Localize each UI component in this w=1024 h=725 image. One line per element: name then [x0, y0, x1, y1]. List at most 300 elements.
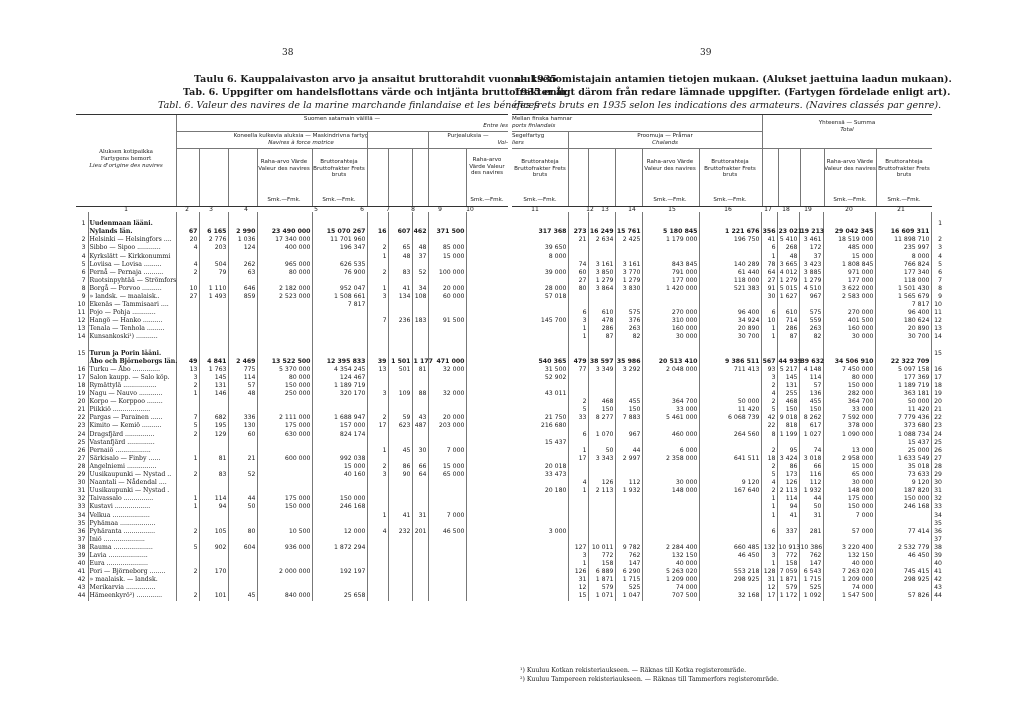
- table-cell: 16 249: [589, 228, 614, 236]
- table-cell: 130: [228, 422, 257, 430]
- table-cell: 286: [588, 325, 615, 333]
- row-label: Pernaiö ..................: [88, 447, 176, 455]
- table-row: [76, 317, 508, 325]
- table-cell: 298 925: [875, 576, 931, 584]
- header-smk: Smk.—Fmk.: [267, 197, 301, 203]
- table-cell: [388, 584, 412, 592]
- table-row: [76, 333, 508, 341]
- table-cell: [699, 293, 761, 301]
- table-cell: [176, 212, 199, 220]
- table-cell: 46 500: [428, 528, 466, 536]
- table-cell: [388, 277, 412, 285]
- row-number: 43: [77, 584, 86, 592]
- header-raha-r: Raha-arvo Värde Valeur des navires: [644, 159, 696, 172]
- table-cell: [367, 398, 388, 406]
- row-label: Turku — Åbo ..............: [88, 366, 176, 374]
- table-cell: [388, 487, 412, 495]
- row-label: Merikarvia ...............: [88, 584, 176, 592]
- table-cell: 4: [176, 244, 199, 252]
- table-cell: [176, 463, 199, 471]
- table-cell: 1: [761, 333, 777, 341]
- table-cell: [228, 220, 257, 228]
- table-cell: [568, 439, 588, 447]
- table-cell: 1 279: [777, 277, 799, 285]
- table-cell: [615, 301, 642, 309]
- row-number: 2: [81, 236, 86, 244]
- row-label: Pojo — Pohja ............: [88, 309, 176, 317]
- table-cell: 487: [412, 422, 428, 430]
- table-row: [512, 422, 944, 430]
- table-cell: 30: [412, 447, 428, 455]
- table-cell: [412, 576, 428, 584]
- table-cell: 3 161: [588, 261, 615, 269]
- table-cell: [699, 301, 761, 309]
- table-cell: 63: [228, 269, 257, 277]
- row-number: 26: [77, 446, 86, 454]
- table-cell: [799, 212, 823, 220]
- table-cell: 30 000: [642, 333, 699, 341]
- table-cell: [588, 511, 615, 519]
- table-cell: 762: [799, 552, 823, 560]
- table-cell: [568, 374, 588, 382]
- table-cell: 336: [228, 414, 257, 422]
- table-cell: [367, 487, 388, 495]
- row-label: Angelniemi ...............: [88, 463, 176, 471]
- row-label: Pargas — Parainen ......: [88, 414, 176, 422]
- table-row: [76, 277, 508, 285]
- table-cell: [428, 236, 466, 244]
- table-cell: [228, 309, 257, 317]
- table-cell: [367, 439, 388, 447]
- table-cell: [699, 382, 761, 390]
- table-cell-spacer: [466, 261, 508, 269]
- table-cell: 460 000: [642, 431, 699, 439]
- table-cell: [799, 220, 823, 228]
- table-cell: 12 395 833: [312, 358, 367, 366]
- table-cell: 1: [761, 511, 777, 519]
- row-number: 9: [81, 292, 86, 300]
- table-cell: 232: [388, 528, 412, 536]
- table-cell-spacer: [466, 447, 508, 455]
- table-cell: [588, 342, 615, 350]
- row-number: 33: [931, 503, 944, 511]
- table-cell-spacer: [466, 374, 508, 382]
- row-label: Kimito — Kemiö ..........: [88, 422, 176, 430]
- table-cell: 3 864: [588, 285, 615, 293]
- table-cell: 173: [777, 471, 799, 479]
- header-segel-fr: liers: [512, 140, 524, 146]
- table-cell: 187 820: [875, 487, 931, 495]
- table-cell: 1 420 000: [642, 285, 699, 293]
- table-cell: 145 700: [540, 317, 567, 325]
- table-cell: [568, 390, 588, 398]
- table-cell: [568, 520, 588, 528]
- table-cell: 6: [568, 309, 588, 317]
- row-label: Velkua ...................: [88, 511, 176, 519]
- header-proomu-fr: Chalands: [652, 140, 678, 146]
- table-cell: 160 000: [642, 325, 699, 333]
- table-cell: [412, 398, 428, 406]
- table-row: [512, 511, 944, 519]
- table-cell: [257, 487, 312, 495]
- table-cell: 132 150: [823, 552, 875, 560]
- row-number: 14: [77, 333, 86, 341]
- table-cell: [512, 309, 568, 317]
- table-cell: [257, 584, 312, 592]
- table-row: [76, 406, 508, 414]
- table-cell: [428, 309, 466, 317]
- table-cell: [588, 350, 615, 358]
- table-cell: 10 913: [778, 543, 801, 551]
- table-cell: [823, 301, 875, 309]
- table-cell: 108: [412, 293, 428, 301]
- table-cell: 196 750: [699, 236, 761, 244]
- row-number: 36: [931, 528, 944, 536]
- row-number: 18: [77, 382, 86, 390]
- table-cell: 2: [367, 414, 388, 422]
- table-cell: [176, 487, 199, 495]
- row-number: 1: [931, 220, 944, 228]
- table-row: [76, 520, 508, 528]
- column-number: 2: [185, 206, 189, 213]
- table-row: [512, 236, 944, 244]
- table-row: [512, 414, 944, 422]
- table-cell: 630 000: [257, 431, 312, 439]
- table-cell-spacer: [466, 487, 508, 495]
- table-cell: 12: [568, 584, 588, 592]
- table-cell: [568, 244, 588, 252]
- table-cell: 148 000: [823, 487, 875, 495]
- table-row: [512, 261, 944, 269]
- table-cell: 7 000: [428, 447, 466, 455]
- table-row: [512, 333, 944, 341]
- table-cell: [199, 463, 228, 471]
- table-cell: 8 277: [588, 414, 615, 422]
- table-cell: 485 000: [823, 244, 875, 252]
- row-number: 44: [931, 592, 944, 600]
- table-cell: [615, 293, 642, 301]
- row-number: 13: [931, 325, 944, 333]
- right-table-header: [512, 114, 932, 207]
- table-cell: 160 000: [823, 325, 875, 333]
- table-cell: 455: [799, 398, 823, 406]
- table-cell-spacer: [466, 463, 508, 471]
- table-cell: [875, 560, 931, 568]
- table-cell: 1 932: [799, 487, 823, 495]
- table-cell: 50: [799, 503, 823, 511]
- table-cell: [761, 536, 777, 544]
- table-cell: [699, 252, 761, 260]
- table-cell: 6 290: [615, 568, 642, 576]
- table-cell: 74 000: [823, 584, 875, 592]
- table-cell: 15 000: [823, 463, 875, 471]
- table-cell: 7 817: [875, 301, 931, 309]
- table-cell: [699, 536, 761, 544]
- table-cell: 192 197: [312, 568, 367, 576]
- table-cell: [568, 252, 588, 260]
- table-cell: 8 000: [548, 252, 567, 260]
- table-row: [512, 576, 944, 584]
- table-cell: [367, 374, 388, 382]
- table-cell: 90: [388, 471, 412, 479]
- table-row: [512, 374, 944, 382]
- table-cell-spacer: [466, 544, 508, 552]
- table-cell: [199, 511, 228, 519]
- table-row: [512, 358, 944, 366]
- table-row: [76, 422, 508, 430]
- table-cell: 5 180 845: [642, 228, 699, 236]
- table-row: [512, 431, 944, 439]
- table-cell: [642, 350, 699, 358]
- header-koneella: Koneella kulkevia aluksia — Maskindrivna fartyg: [233, 133, 369, 139]
- table-cell: [312, 212, 367, 220]
- table-row: [512, 568, 944, 576]
- table-cell: 17: [367, 422, 388, 430]
- table-cell: 158: [777, 560, 799, 568]
- table-cell: 93: [761, 366, 777, 374]
- table-cell: 146: [199, 390, 228, 398]
- row-number: 23: [77, 422, 86, 430]
- table-cell: [312, 447, 367, 455]
- table-cell: 37: [799, 252, 823, 260]
- table-cell: 34: [412, 285, 428, 293]
- table-cell: [428, 382, 466, 390]
- table-cell: [428, 568, 466, 576]
- table-cell: 46 450: [875, 552, 931, 560]
- table-cell: 9 386 511: [699, 358, 761, 366]
- column-number: 4: [244, 206, 248, 213]
- table-cell: [799, 350, 823, 358]
- table-cell: [428, 374, 466, 382]
- table-cell: 20 000: [428, 414, 466, 422]
- table-cell: 59: [388, 414, 412, 422]
- table-cell-spacer: [466, 293, 508, 301]
- row-number: 7: [931, 277, 944, 285]
- table-cell: [199, 584, 228, 592]
- table-cell: [512, 325, 568, 333]
- table-cell: 2: [176, 568, 199, 576]
- table-cell: [367, 277, 388, 285]
- table-cell: [615, 382, 642, 390]
- table-cell: 6 000: [642, 447, 699, 455]
- header-purje-fr: Voi-: [497, 140, 508, 146]
- table-cell: 82: [799, 333, 823, 341]
- table-cell: 20 890: [699, 325, 761, 333]
- table-cell: [512, 536, 568, 544]
- table-cell: 791 000: [642, 269, 699, 277]
- table-cell: [642, 503, 699, 511]
- table-cell: 60: [228, 431, 257, 439]
- table-row: [76, 366, 508, 374]
- table-cell: 3: [568, 317, 588, 325]
- column-number: 15: [668, 206, 676, 213]
- table-cell: 1: [568, 447, 588, 455]
- table-row: [76, 309, 508, 317]
- column-number: 17: [764, 206, 772, 213]
- table-cell: 5: [761, 471, 777, 479]
- table-row: [512, 471, 944, 479]
- table-cell: [428, 592, 466, 600]
- table-cell: 1 071: [588, 592, 615, 600]
- row-label: Helsinki — Helsingfors ....: [88, 236, 176, 244]
- table-cell: [799, 301, 823, 309]
- table-cell-spacer: [466, 520, 508, 528]
- row-number: 40: [77, 560, 86, 568]
- table-cell: [699, 374, 761, 382]
- table-cell: 607: [388, 228, 412, 236]
- table-cell: [388, 333, 412, 341]
- table-cell: 66: [412, 463, 428, 471]
- table-cell: 235 997: [875, 244, 931, 252]
- table-cell: [642, 293, 699, 301]
- table-cell: 2 469: [228, 358, 257, 366]
- table-cell: 1 279: [588, 277, 615, 285]
- table-cell: [588, 536, 615, 544]
- table-cell: [367, 431, 388, 439]
- row-number: 19: [77, 390, 86, 398]
- table-cell: 504: [199, 261, 228, 269]
- table-cell: [699, 342, 761, 350]
- table-cell: 42: [761, 414, 777, 422]
- table-cell: [412, 520, 428, 528]
- table-cell: 105: [199, 528, 228, 536]
- table-cell: 762: [615, 552, 642, 560]
- table-cell: 150 000: [257, 503, 312, 511]
- header-bruttor-r1: Bruttorahteja Bruttofrakter Frets bruts: [514, 159, 566, 178]
- row-label: Rymättylä .................: [88, 382, 176, 390]
- table-cell: [367, 382, 388, 390]
- table-cell: [699, 447, 761, 455]
- table-cell: [615, 220, 642, 228]
- row-number: [76, 228, 88, 236]
- table-cell: [199, 560, 228, 568]
- table-cell: [367, 406, 388, 414]
- header-purje: Purjealuksia —: [447, 133, 489, 139]
- table-cell: 77: [568, 366, 588, 374]
- header-yht-fr: Total: [840, 127, 854, 133]
- table-cell: [412, 479, 428, 487]
- table-cell: 6: [761, 309, 777, 317]
- row-number: 31: [931, 487, 944, 495]
- table-cell: 18 519 000: [823, 236, 875, 244]
- row-number: 28: [77, 462, 86, 470]
- table-row: [76, 350, 508, 358]
- table-cell: [428, 520, 466, 528]
- table-cell-spacer: [466, 382, 508, 390]
- table-cell: [199, 520, 228, 528]
- table-cell: [428, 439, 466, 447]
- table-cell: [699, 350, 761, 358]
- table-cell: 96 400: [875, 309, 931, 317]
- table-cell: [312, 325, 367, 333]
- table-cell: 86: [388, 463, 412, 471]
- table-cell: [199, 552, 228, 560]
- table-cell: 992 038: [312, 455, 367, 463]
- table-cell: 11 701 960: [312, 236, 367, 244]
- table-cell: [428, 350, 466, 358]
- table-cell: 44: [228, 495, 257, 503]
- table-cell: 183: [412, 317, 428, 325]
- table-cell: 1 715: [799, 576, 823, 584]
- table-row: [512, 463, 944, 471]
- table-cell: 13 000: [823, 447, 875, 455]
- table-cell: [367, 479, 388, 487]
- row-label: [88, 212, 176, 220]
- table-row: [76, 584, 508, 592]
- table-cell: [699, 528, 761, 536]
- table-cell: [228, 568, 257, 576]
- table-cell: [412, 374, 428, 382]
- table-cell: [777, 301, 799, 309]
- table-cell: 281: [799, 528, 823, 536]
- table-cell: 1 070: [588, 431, 615, 439]
- table-cell: [199, 277, 228, 285]
- table-cell: 4: [367, 528, 388, 536]
- table-cell: [257, 325, 312, 333]
- table-cell: [228, 584, 257, 592]
- table-cell: 15 000: [428, 252, 466, 260]
- table-cell: 364 700: [642, 398, 699, 406]
- table-cell: 7 450 000: [823, 366, 875, 374]
- table-cell: 52: [228, 471, 257, 479]
- table-row: [512, 536, 944, 544]
- table-cell: [388, 568, 412, 576]
- table-cell: [568, 536, 588, 544]
- table-cell: [257, 536, 312, 544]
- header-koneella-fr: Navires à force motrice: [268, 140, 334, 146]
- table-cell: 4 841: [199, 358, 228, 366]
- table-row: [512, 350, 944, 358]
- header-label-fr: Lieu d'origine des navires: [89, 163, 163, 169]
- table-cell: 6 543: [799, 568, 823, 576]
- table-cell: [512, 511, 568, 519]
- table-cell: [428, 342, 466, 350]
- table-cell: [588, 528, 615, 536]
- table-row: [76, 431, 508, 439]
- table-cell: [428, 536, 466, 544]
- row-label: Lavia ....................: [88, 552, 176, 560]
- row-number: 10: [931, 301, 944, 309]
- column-number: 16: [724, 206, 732, 213]
- table-cell: [512, 333, 568, 341]
- table-cell: 48: [228, 390, 257, 398]
- table-cell: [257, 301, 312, 309]
- column-number: 21: [897, 206, 905, 213]
- table-cell: [228, 342, 257, 350]
- table-cell: [588, 471, 615, 479]
- table-cell: [199, 398, 228, 406]
- table-cell: [199, 439, 228, 447]
- table-row: [512, 592, 944, 600]
- table-cell: 136: [799, 390, 823, 398]
- table-cell: 65: [388, 244, 412, 252]
- table-cell: [312, 309, 367, 317]
- table-cell: 45: [228, 592, 257, 600]
- row-number: 5: [81, 260, 86, 268]
- table-row: [512, 220, 944, 228]
- table-cell: [412, 220, 428, 228]
- table-cell: 1: [367, 511, 388, 519]
- table-cell: 15 437: [875, 439, 931, 447]
- row-number: 38: [77, 543, 86, 551]
- table-cell: 34 924: [699, 317, 761, 325]
- table-cell: 20 018: [544, 462, 567, 470]
- table-cell: 1 279: [799, 277, 823, 285]
- table-cell: 1 209 000: [823, 576, 875, 584]
- table-cell: 2: [761, 487, 777, 495]
- table-cell: 3 343: [588, 455, 615, 463]
- table-row: [76, 285, 508, 293]
